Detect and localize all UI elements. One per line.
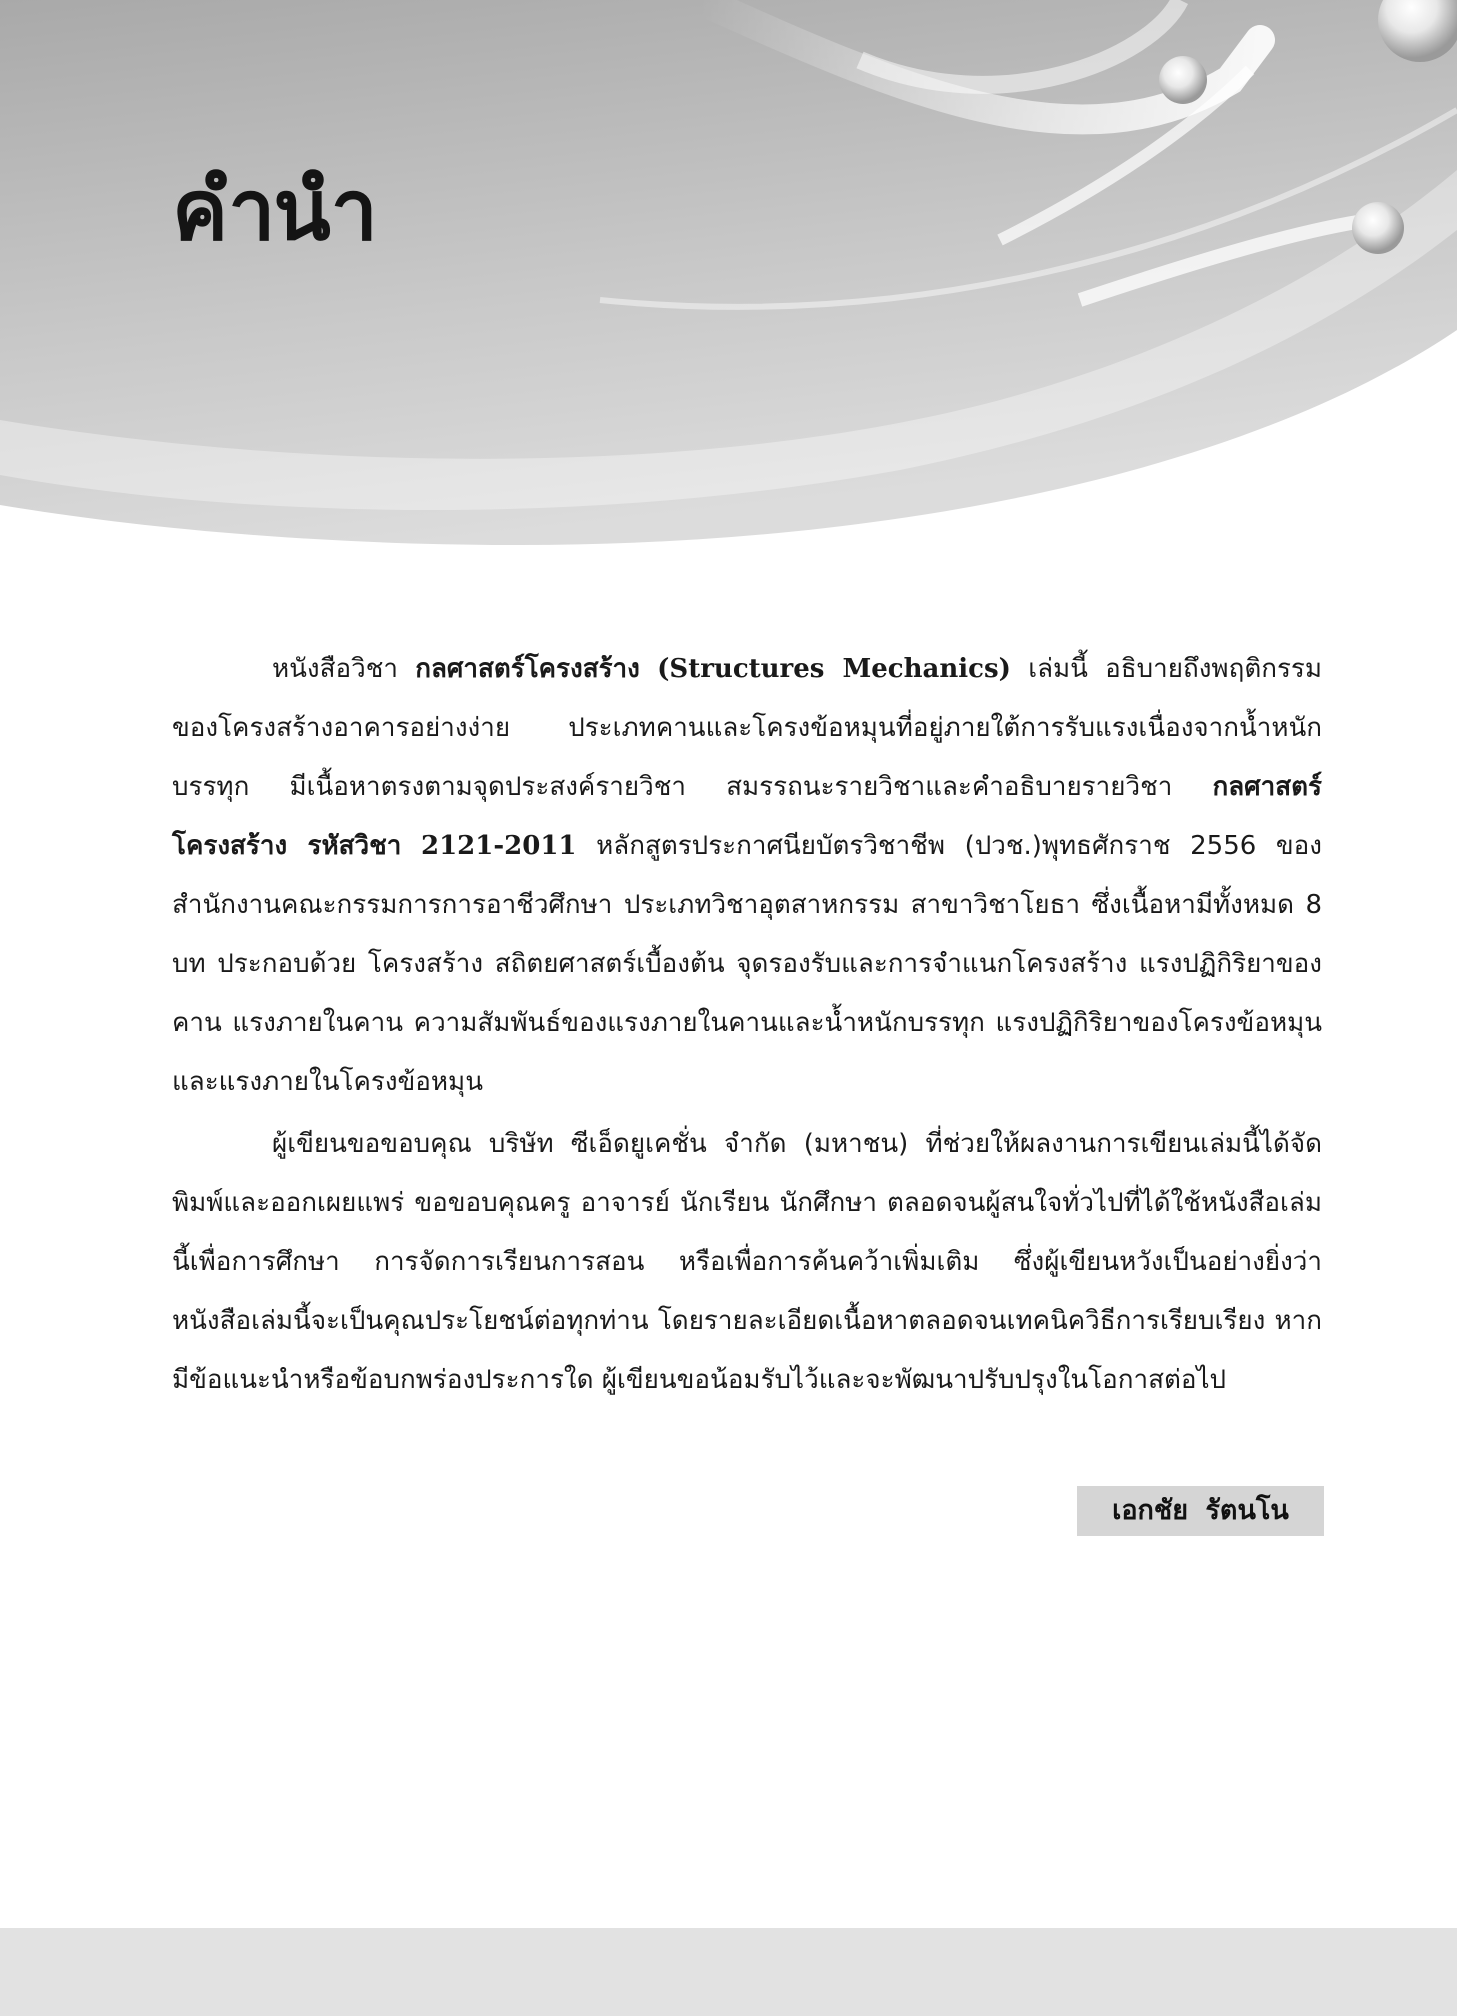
text-run (640, 654, 657, 684)
header-decoration (0, 0, 1457, 545)
paragraph (172, 1115, 1322, 1410)
text-run: ผู้เขียนขอขอบคุณ บริษัท ซีเอ็ดยูเคชั่น จำกัด (มหาชน) ที่ช่วยให้ผลงานการเขียนเล่มนี้ได้จัดพิมพ์และออกเผยแพร่ ขอขอบคุณครู อาจารย์ นักเรียน นักศึกษา ตลอดจนผู้สนใจทั่วไปที่ได้ใช้หนังสือเล่มนี้เพื่อการศึกษา การจัดการเรียนการสอน หรือเพื่อการค้นคว้าเพิ่มเติม ซึ่งผู้เขียนหวังเป็นอย่างยิ่งว่า หนังสือเล่มนี้จะเป็นคุณประโยชน์ต่อทุกท่าน โดยรายละเอียดเนื้อหาตลอดจนเทคนิควิธีการเรียบเรียง หากมีข้อแนะนำหรือข้อบกพร่องประการใด ผู้เขียนขอน้อมรับไว้และจะพัฒนาปรับปรุงในโอกาสต่อไป (172, 1129, 1322, 1395)
text-run: หนังสือวิชา (272, 654, 416, 684)
text-run (401, 831, 421, 861)
course-code-label: กลศาสตร์โครงสร้าง รหัสวิชา (172, 772, 1322, 861)
paragraph (172, 640, 1322, 1112)
footer-band (0, 1928, 1457, 2016)
text-run: หลักสูตรประกาศนียบัตรวิชาชีพ (ปวช.)พุทธศักราช 2556 ของสำนักงานคณะกรรมการการอาชีวศึกษา ประเภทวิชาอุตสาหกรรม สาขาวิชาโยธา ซึ่งเนื้อหามีทั้งหมด 8 บท ประกอบด้วย โครงสร้าง สถิตยศาสตร์เบื้องต้น จุดรองรับและการจำแนกโครงสร้าง แรงปฏิกิริยาของคาน แรงภายในคาน ความสัมพันธ์ของแรงภายในคานและน้ำหนักบรรทุก แรงปฏิกิริยาของโครงข้อหมุน และแรงภายในโครงข้อหมุน (172, 831, 1322, 1097)
body-text (172, 640, 1322, 1410)
author-name: เอกชัย รัตนโน (1077, 1486, 1324, 1536)
text-run: เล่มนี้ อธิบายถึงพฤติกรรมของโครงสร้างอาคารอย่างง่าย ประเภทคานและโครงข้อหมุนที่อยู่ภายใต้การรับแรงเนื่องจากน้ำหนักบรรทุก มีเนื้อหาตรงตามจุดประสงค์รายวิชา สมรรถนะรายวิชาและคำอธิบายรายวิชา (172, 654, 1323, 802)
course-name: กลศาสตร์โครงสร้าง (415, 654, 640, 684)
course-code: 2121-2011 (421, 831, 577, 861)
course-name-english: (Structures Mechanics) (657, 654, 1011, 684)
page-title: คำนำ (172, 161, 376, 259)
